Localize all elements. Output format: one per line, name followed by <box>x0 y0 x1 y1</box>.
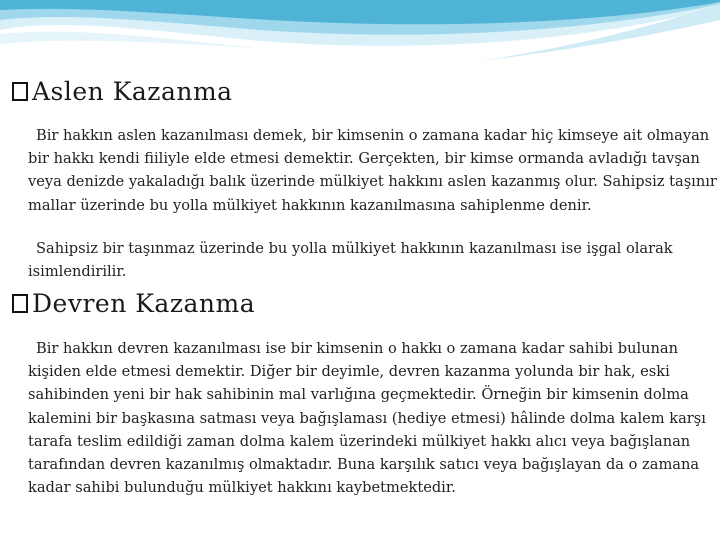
section-paragraph <box>28 237 718 283</box>
section-paragraph <box>28 124 718 217</box>
paragraph-text: Bir hakkın aslen kazanılması demek, bir kimsenin o zamana kadar hiç kimseye ait olmayan bir hakkı kendi fiiliyle elde etmesi demektir. Gerçekten, bir kimse ormanda avladığı tavşan veya denizde yakaladığı balık üzerinde mülkiyet hakkını aslen kazanmış olur. Sahipsiz taşınır mallar üzerinde bu yolla mülkiyet hakkının kazanılmasına sahiplenme denir. <box>28 127 717 214</box>
paragraph-text: Bir hakkın devren kazanılması ise bir kimsenin o hakkı o zamana kadar sahibi bulunan kişiden elde etmesi demektir. Diğer bir deyimle, devren kazanma yolunda bir hak, eski sahibinden yeni bir hak sahibinin mal varlığına geçmektedir. Örneğin bir kimsenin dolma kalemini bir başkasına satması veya bağışlaması (hediye etmesi) hâlinde dolma kalem karşı tarafa teslim edildiği zaman dolma kalem üzerindeki mülkiyet hakkı alıcı veya bağışlanan tarafından devren kazanılmış olmaktadır. Buna karşılık satıcı veya bağışlayan da o zamana kadar sahibi bulunduğu mülkiyet hakkını kaybetmektedir. <box>28 340 706 497</box>
bullet-box-icon <box>12 82 28 101</box>
bullet-box-icon <box>12 294 28 313</box>
section-title: Aslen Kazanma <box>32 77 233 106</box>
section-heading-1 <box>12 77 233 106</box>
section-paragraph <box>28 337 718 499</box>
paragraph-text: Sahipsiz bir taşınmaz üzerinde bu yolla mülkiyet hakkının kazanılması ise işgal olarak isimlendirilir. <box>28 240 673 281</box>
section-title: Devren Kazanma <box>32 289 256 318</box>
section-heading-2 <box>12 289 255 318</box>
